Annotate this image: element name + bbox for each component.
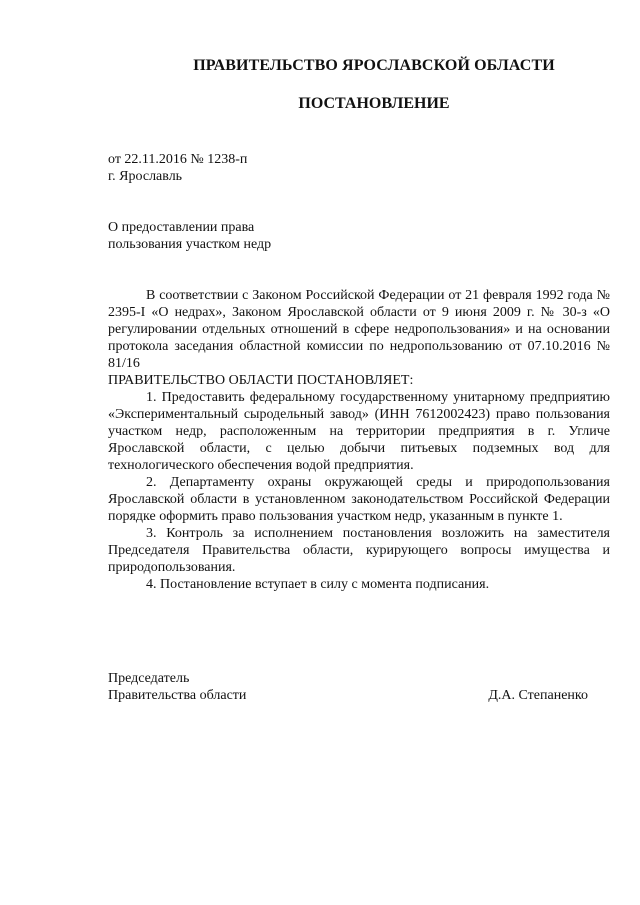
subject-line-2: пользования участком недр [108,237,272,252]
signer-title-line-2: Правительства области [108,688,247,703]
document-type: ПОСТАНОВЛЕНИЕ [298,95,450,112]
date-number: от 22.11.2016 № 1238-п [108,152,248,167]
preamble-paragraph: В соответствии с Законом Российской Федерации от 21 февраля 1992 года № 2395-I «О недрах», Законом Ярославской области от 9 июня 2009 г. № 30-з «О регулировании отдельных отношений в сфере недропользования» и на основании протокола заседания областной комиссии по недропользованию от 07.10.2016 № 81/16 [108,288,610,371]
signer-title-line-1: Председатель [108,671,190,686]
document-body [108,287,610,593]
item-2-paragraph: 2. Департаменту охраны окружающей среды и природопользования Ярославской области в установленном законодательством Российской Федерации порядке оформить право пользования участком недр, указанным в пункте 1. [108,475,610,524]
item-1-paragraph: 1. Предоставить федеральному государственному унитарному предприятию «Экспериментальный сыродельный завод» (ИНН 7612002423) право пользования участком недр, расположенным на территории предприятия в г. Угличе Ярославской области, с целью добычи питьевых подземных вод для технологического обеспечения водой предприятия. [108,390,610,473]
item-3-paragraph: 3. Контроль за исполнением постановления возложить на заместителя Председателя Правительства области, курирующего вопросы имущества и природопользования. [108,526,610,575]
subject-line-1: О предоставлении права [108,220,255,235]
signer-name: Д.А. Степаненко [488,688,588,703]
city: г. Ярославль [108,169,183,184]
document-subject [108,219,271,253]
document-meta [108,151,247,185]
issuing-authority: ПРАВИТЕЛЬСТВО ЯРОСЛАВСКОЙ ОБЛАСТИ [193,57,555,74]
signature-block [108,670,588,704]
item-4-paragraph: 4. Постановление вступает в силу с момента подписания. [146,577,490,592]
resolves-line: ПРАВИТЕЛЬСТВО ОБЛАСТИ ПОСТАНОВЛЯЕТ: [108,373,414,388]
